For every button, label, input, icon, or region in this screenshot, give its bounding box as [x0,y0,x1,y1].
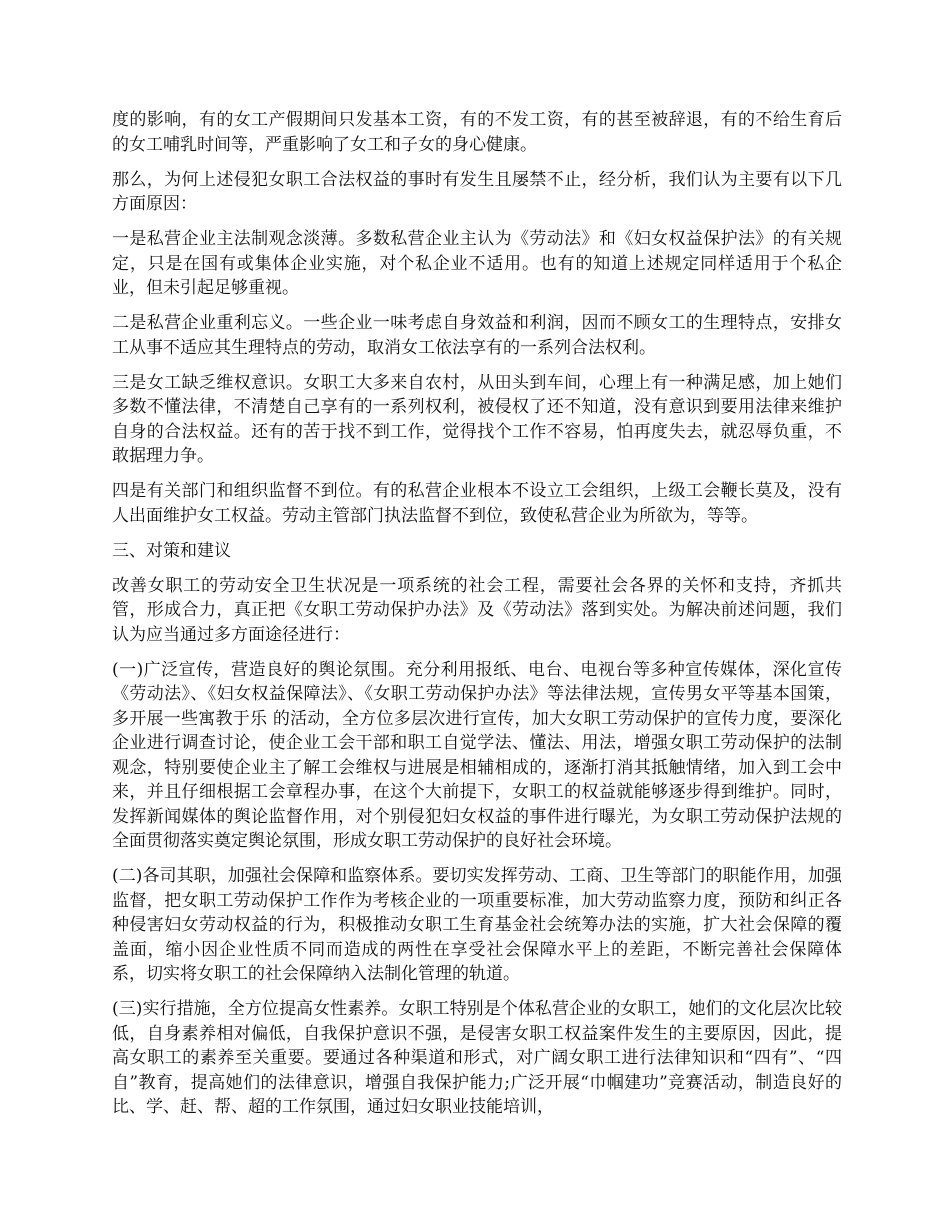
paragraph-measure-one: (一)广泛宣传，营造良好的舆论氛围。充分利用报纸、电台、电视台等多种宣传媒体，深化宣传《劳动法》、《妇女权益保障法》、《女职工劳动保护办法》等法律法规，宣传男女平等基本国策，多开展一些寓教于乐 的活动，全方位多层次进行宣传，加大女职工劳动保护的宣传力度，要深化企业进行调查讨论，使企业工会干部和职工自觉学法、懂法、用法，增强女职工劳动保护的法制观念，特别要使企业主了解工会维权与进展是相辅相成的，逐渐打消其抵触情绪，加入到工会中来，并且仔细根据工会章程办事，在这个大前提下，女职工的权益就能够逐步得到维护。同时，发挥新闻媒体的舆论监督作用，对个别侵犯妇女权益的事件进行曝光，为女职工劳动保护法规的全面贯彻落实奠定舆论氛围，形成女职工劳动保护的良好社会环境。 [112,659,842,851]
section-heading-countermeasures: 三、对策和建议 [112,540,231,561]
paragraph-maternity-impact: 度的影响，有的女工产假期间只发基本工资，有的不发工资，有的甚至被辞退，有的不给生育后的女工哺乳时间等，严重影响了女工和子女的身心健康。 [112,110,842,155]
paragraph-measure-two: (二)各司其职，加强社会保障和监察体系。要切实发挥劳动、工商、卫生等部门的职能作用，加强监督，把女职工劳动保护工作作为考核企业的一项重要标准，加大劳动监察力度，预防和纠正各种侵害妇女劳动权益的行为，积极推动女职工生育基金社会统筹办法的实施，扩大社会保障的覆盖面，缩小因企业性质不同而造成的两性在享受社会保障水平上的差距，不断完善社会保障体系，切实将女职工的社会保障纳入法制化管理的轨道。 [112,866,842,984]
paragraph-cause-four: 四是有关部门和组织监督不到位。有的私营企业根本不设立工会组织，上级工会鞭长莫及，没有人出面维护女工权益。劳动主管部门执法监督不到位，致使私营企业为所欲为，等等。 [112,481,842,526]
document-page [112,108,842,1130]
paragraph-countermeasures-intro: 改善女职工的劳动安全卫生状况是一项系统的社会工程，需要社会各界的关怀和支持，齐抓共管，形成合力，真正把《女职工劳动保护办法》及《劳动法》落到实处。为解决前述问题，我们认为应当通过多方面途径进行： [112,575,842,645]
paragraph-measure-three: (三)实行措施，全方位提高女性素养。女职工特别是个体私营企业的女职工，她们的文化层次比较低，自身素养相对偏低，自我保护意识不强，是侵害女职工权益案件发生的主要原因，因此，提高女职工的素养至关重要。要通过各种渠道和形式，对广阔女职工进行法律知识和“四有”、“四自”教育，提高她们的法律意识，增强自我保护能力;广泛开展“巾帼建功”竞赛活动，制造良好的比、学、赶、帮、超的工作氛围，通过妇女职业技能培训， [112,999,842,1117]
paragraph-cause-two: 二是私营企业重利忘义。一些企业一味考虑自身效益和利润，因而不顾女工的生理特点，安排女工从事不适应其生理特点的劳动，取消女工依法享有的一系列合法权利。 [112,313,842,358]
paragraph-causes-intro: 那么，为何上述侵犯女职工合法权益的事时有发生且屡禁不止，经分析，我们认为主要有以下几方面原因： [112,169,842,214]
paragraph-cause-one: 一是私营企业主法制观念淡薄。多数私营企业主认为《劳动法》和《妇女权益保护法》的有关规定，只是在国有或集体企业实施，对个私企业不适用。也有的知道上述规定同样适用于个私企业，但未引起足够重视。 [112,229,842,298]
paragraph-cause-three: 三是女工缺乏维权意识。女职工大多来自农村，从田头到车间，心理上有一种满足感，加上她们多数不懂法律，不清楚自己享有的一系列权利，被侵权了还不知道，没有意识到要用法律来维护自身的合法权益。还有的苦于找不到工作，觉得找个工作不容易，怕再度失去，就忍辱负重，不敢据理力争。 [112,372,842,466]
